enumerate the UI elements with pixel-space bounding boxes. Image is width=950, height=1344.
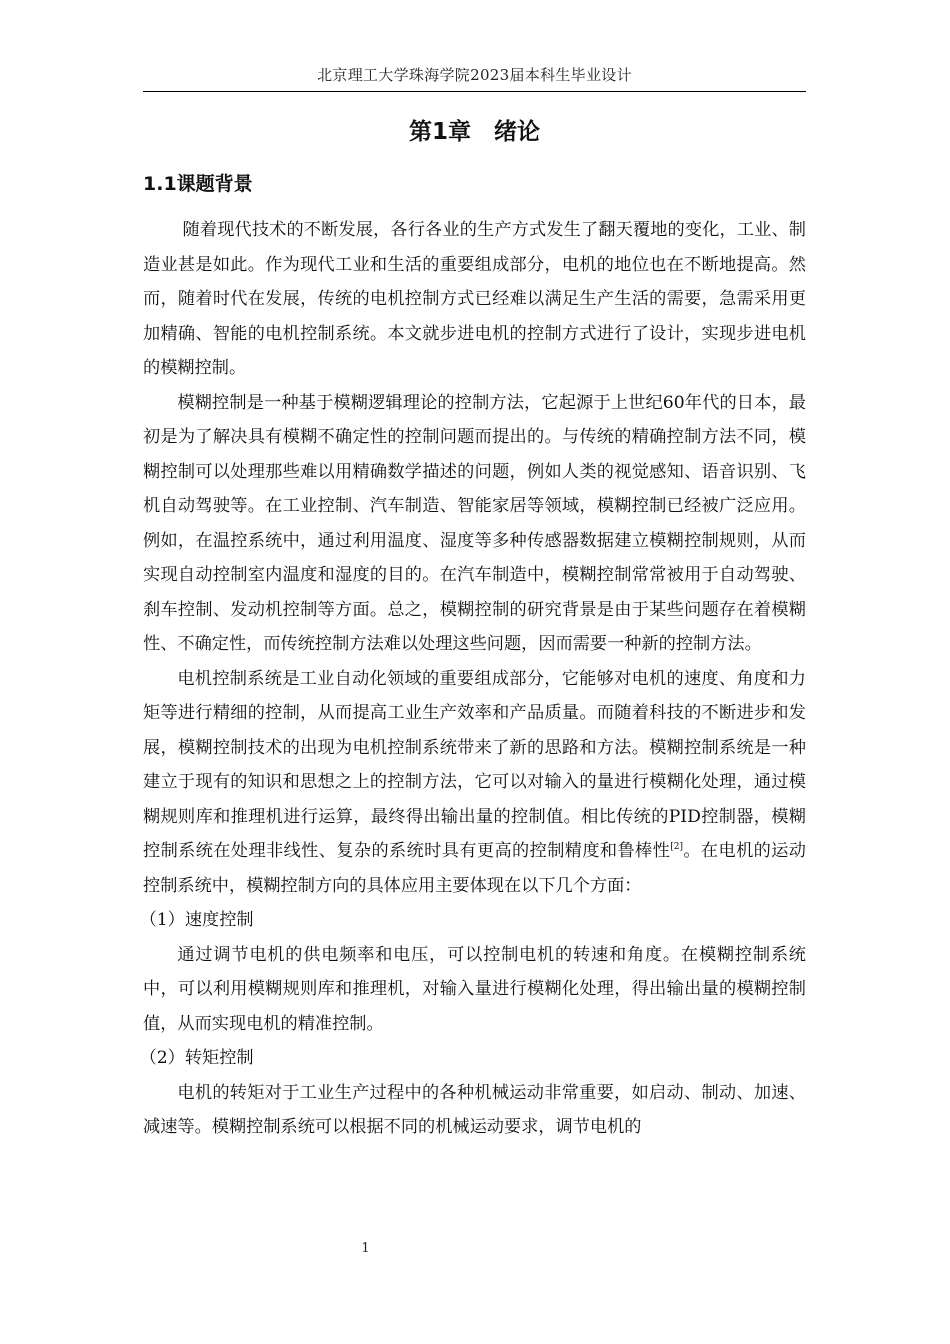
page-number: 1	[361, 1241, 370, 1256]
paragraph-text: 电机控制系统是工业自动化领域的重要组成部分，它能够对电机的速度、角度和力矩等进行精细的控制，从而提高工业生产效率和产品质量。而随着科技的不断进步和发展，模糊控制技术的出现为电机控制系统带来了新的思路和方法。模糊控制系统是一种建立于现有的知识和思想之上的控制方法，它可以对输入的量进行模糊化处理，通过模糊规则库和推理机进行运算，最终得出输出量的控制值。相比传统的PID控制器，模糊控制系统在处理非线性、复杂的系统时具有更高的控制精度和鲁棒性	[143, 668, 806, 861]
page-header: 北京理工大学珠海学院2023届本科生毕业设计	[317, 66, 632, 84]
section-title: 1.1课题背景	[143, 173, 253, 195]
paragraph-torque-control: 电机的转矩对于工业生产过程中的各种机械运动非常重要，如启动、制动、加速、减速等。模糊控制系统可以根据不同的机械运动要求，调节电机的	[143, 1082, 806, 1137]
body-text	[139, 213, 806, 1145]
paragraph-text: 。在电机的运动控制系统中，模糊控制方向的具体应用主要体现在以下几个方面：	[143, 841, 806, 896]
paragraph-fuzzy-control: 模糊控制是一种基于模糊逻辑理论的控制方法，它起源于上世纪60年代的日本，最初是为了解决具有模糊不确定性的控制问题而提出的。与传统的精确控制方法不同，模糊控制可以处理那些难以用精确数学描述的问题，例如人类的视觉感知、语音识别、飞机自动驾驶等。在工业控制、汽车制造、智能家居等领域，模糊控制已经被广泛应用。例如，在温控系统中，通过利用温度、湿度等多种传感器数据建立模糊控制规则，从而实现自动控制室内温度和湿度的目的。在汽车制造中，模糊控制常常被用于自动驾驶、刹车控制、发动机控制等方面。总之，模糊控制的研究背景是由于某些问题存在着模糊性、不确定性，而传统控制方法难以处理这些问题，因而需要一种新的控制方法。	[143, 392, 806, 654]
header-rule	[143, 91, 806, 92]
paragraph-speed-control: 通过调节电机的供电频率和电压，可以控制电机的转速和角度。在模糊控制系统中，可以利用模糊规则库和推理机，对输入量进行模糊化处理，得出输出量的模糊控制值，从而实现电机的精准控制。	[143, 944, 806, 1034]
paragraph-motor-control	[143, 662, 806, 904]
chapter-title: 第1章 绪论	[408, 119, 540, 145]
subsection-heading-speed: （1）速度控制	[139, 910, 254, 930]
citation-reference[interactable]: [2]	[670, 842, 683, 852]
subsection-heading-torque: （2）转矩控制	[139, 1048, 254, 1068]
paragraph-background: 随着现代技术的不断发展，各行各业的生产方式发生了翻天覆地的变化，工业、制造业甚是如此。作为现代工业和生活的重要组成部分，电机的地位也在不断地提高。然而，随着时代在发展，传统的电机控制方式已经难以满足生产生活的需要，急需采用更加精确、智能的电机控制系统。本文就步进电机的控制方式进行了设计，实现步进电机的模糊控制。	[143, 220, 806, 378]
